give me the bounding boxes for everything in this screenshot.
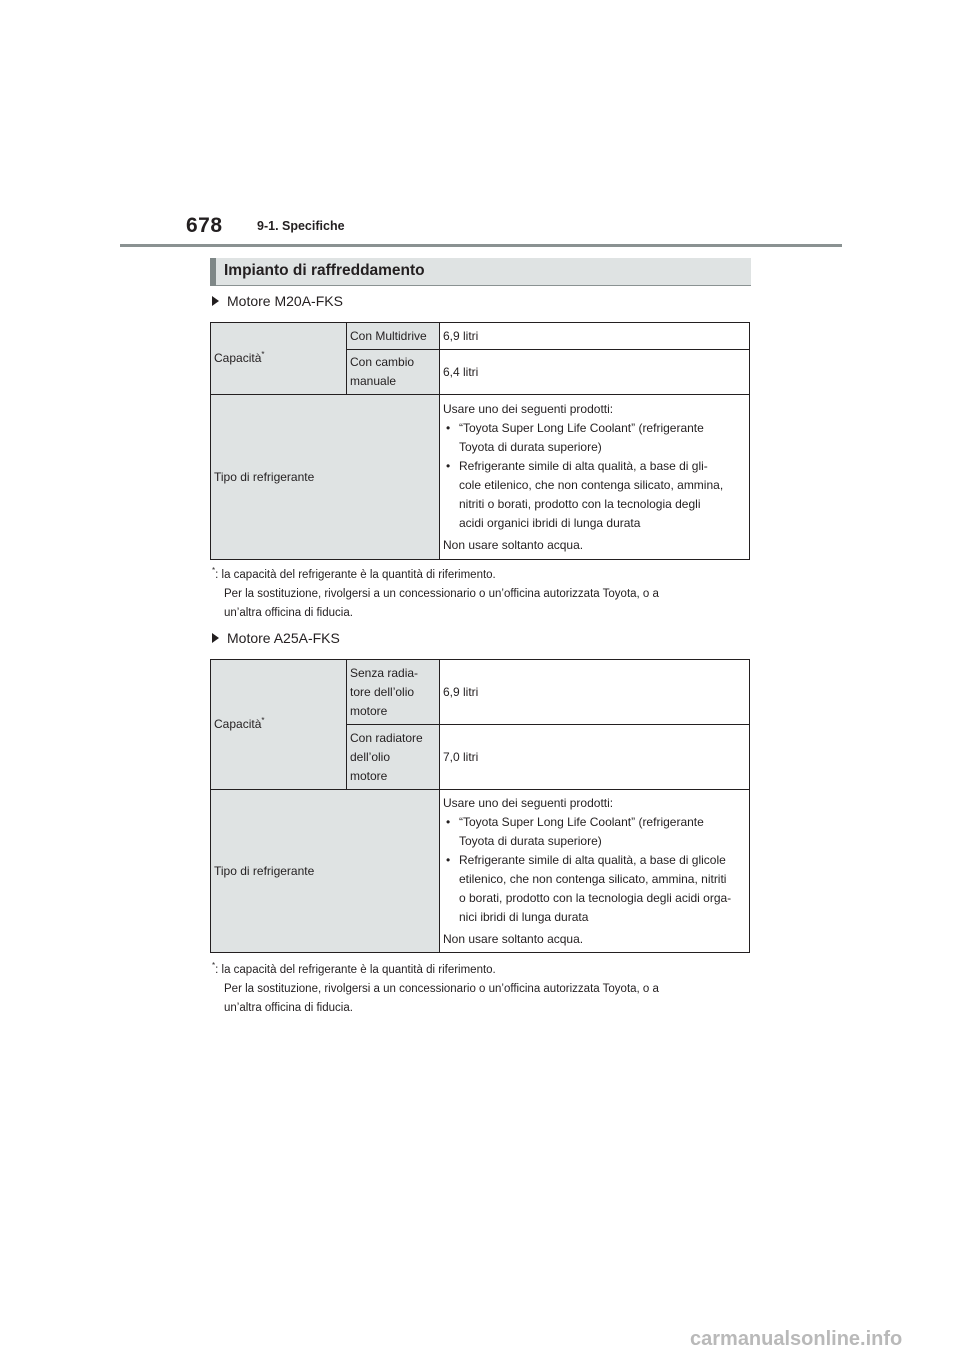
- engine1-subhead: [212, 293, 343, 309]
- engine2-oil-cooler-label: Con radiatore dell’olio motore: [347, 725, 440, 790]
- engine1-capacity-label: Capacità*: [211, 323, 347, 395]
- engine2-coolant-content: Usare uno dei seguenti prodotti: • “Toyota Super Long Life Coolant” (refrigerante Toyota di durata superiore) • Refrigerante simile di alta qualità, a base di glicole etilenico, che non contenga silicato, ammina, nitriti o borati, prodotto con la tecnologia degli acidi orga- nici ibridi di lunga durata Non usare soltanto acqua.: [440, 790, 750, 953]
- section-heading: [210, 258, 751, 286]
- engine2-footnote: *: la capacità del refrigerante è la quantità di riferimento. Per la sostituzione, rivolgersi a un concessionario o un’officina autorizzata Toyota, o a un’altra officina di fiducia.: [212, 961, 659, 1014]
- engine2-no-oil-cooler-value: 6,9 litri: [440, 660, 750, 725]
- engine2-spec-table: [210, 659, 750, 953]
- engine1-multidrive-label: Con Multidrive: [347, 323, 440, 350]
- header-rule: [120, 244, 842, 247]
- engine1-manual-label: Con cambio manuale: [347, 350, 440, 395]
- engine1-manual-value: 6,4 litri: [440, 350, 750, 395]
- engine2-subhead: [212, 630, 340, 646]
- engine1-multidrive-value: 6,9 litri: [440, 323, 750, 350]
- engine1-coolant-content: Usare uno dei seguenti prodotti: • “Toyota Super Long Life Coolant” (refrigerante Toyota di durata superiore) • Refrigerante simile di alta qualità, a base di gli- cole etilenico, che non contenga silicato, ammina, nitriti o borati, prodotto con la tecnologia degli acidi organici ibridi di lunga durata Non usare soltanto acqua.: [440, 395, 750, 560]
- triangle-bullet-icon: [212, 633, 219, 643]
- engine2-subhead-text: Motore A25A-FKS: [227, 630, 340, 646]
- engine1-subhead-text: Motore M20A-FKS: [227, 293, 343, 309]
- engine2-no-oil-cooler-label: Senza radia- tore dell’olio motore: [347, 660, 440, 725]
- watermark: carmanualsonline.info: [690, 1328, 903, 1350]
- triangle-bullet-icon: [212, 296, 219, 306]
- engine2-oil-cooler-value: 7,0 litri: [440, 725, 750, 790]
- engine1-spec-table: [210, 322, 750, 560]
- section-heading-bar: [210, 258, 216, 286]
- engine2-capacity-label: Capacità*: [211, 660, 347, 790]
- engine1-footnote: *: la capacità del refrigerante è la quantità di riferimento. Per la sostituzione, rivolgersi a un concessionario o un’officina autorizzata Toyota, o a un’altra officina di fiducia.: [212, 566, 659, 619]
- engine2-coolant-label: Tipo di refrigerante: [211, 790, 440, 953]
- section-title: Impianto di raffreddamento: [224, 262, 425, 279]
- page-number: 678: [186, 214, 223, 237]
- chapter-title: 9-1. Specifiche: [257, 219, 345, 233]
- engine1-coolant-label: Tipo di refrigerante: [211, 395, 440, 560]
